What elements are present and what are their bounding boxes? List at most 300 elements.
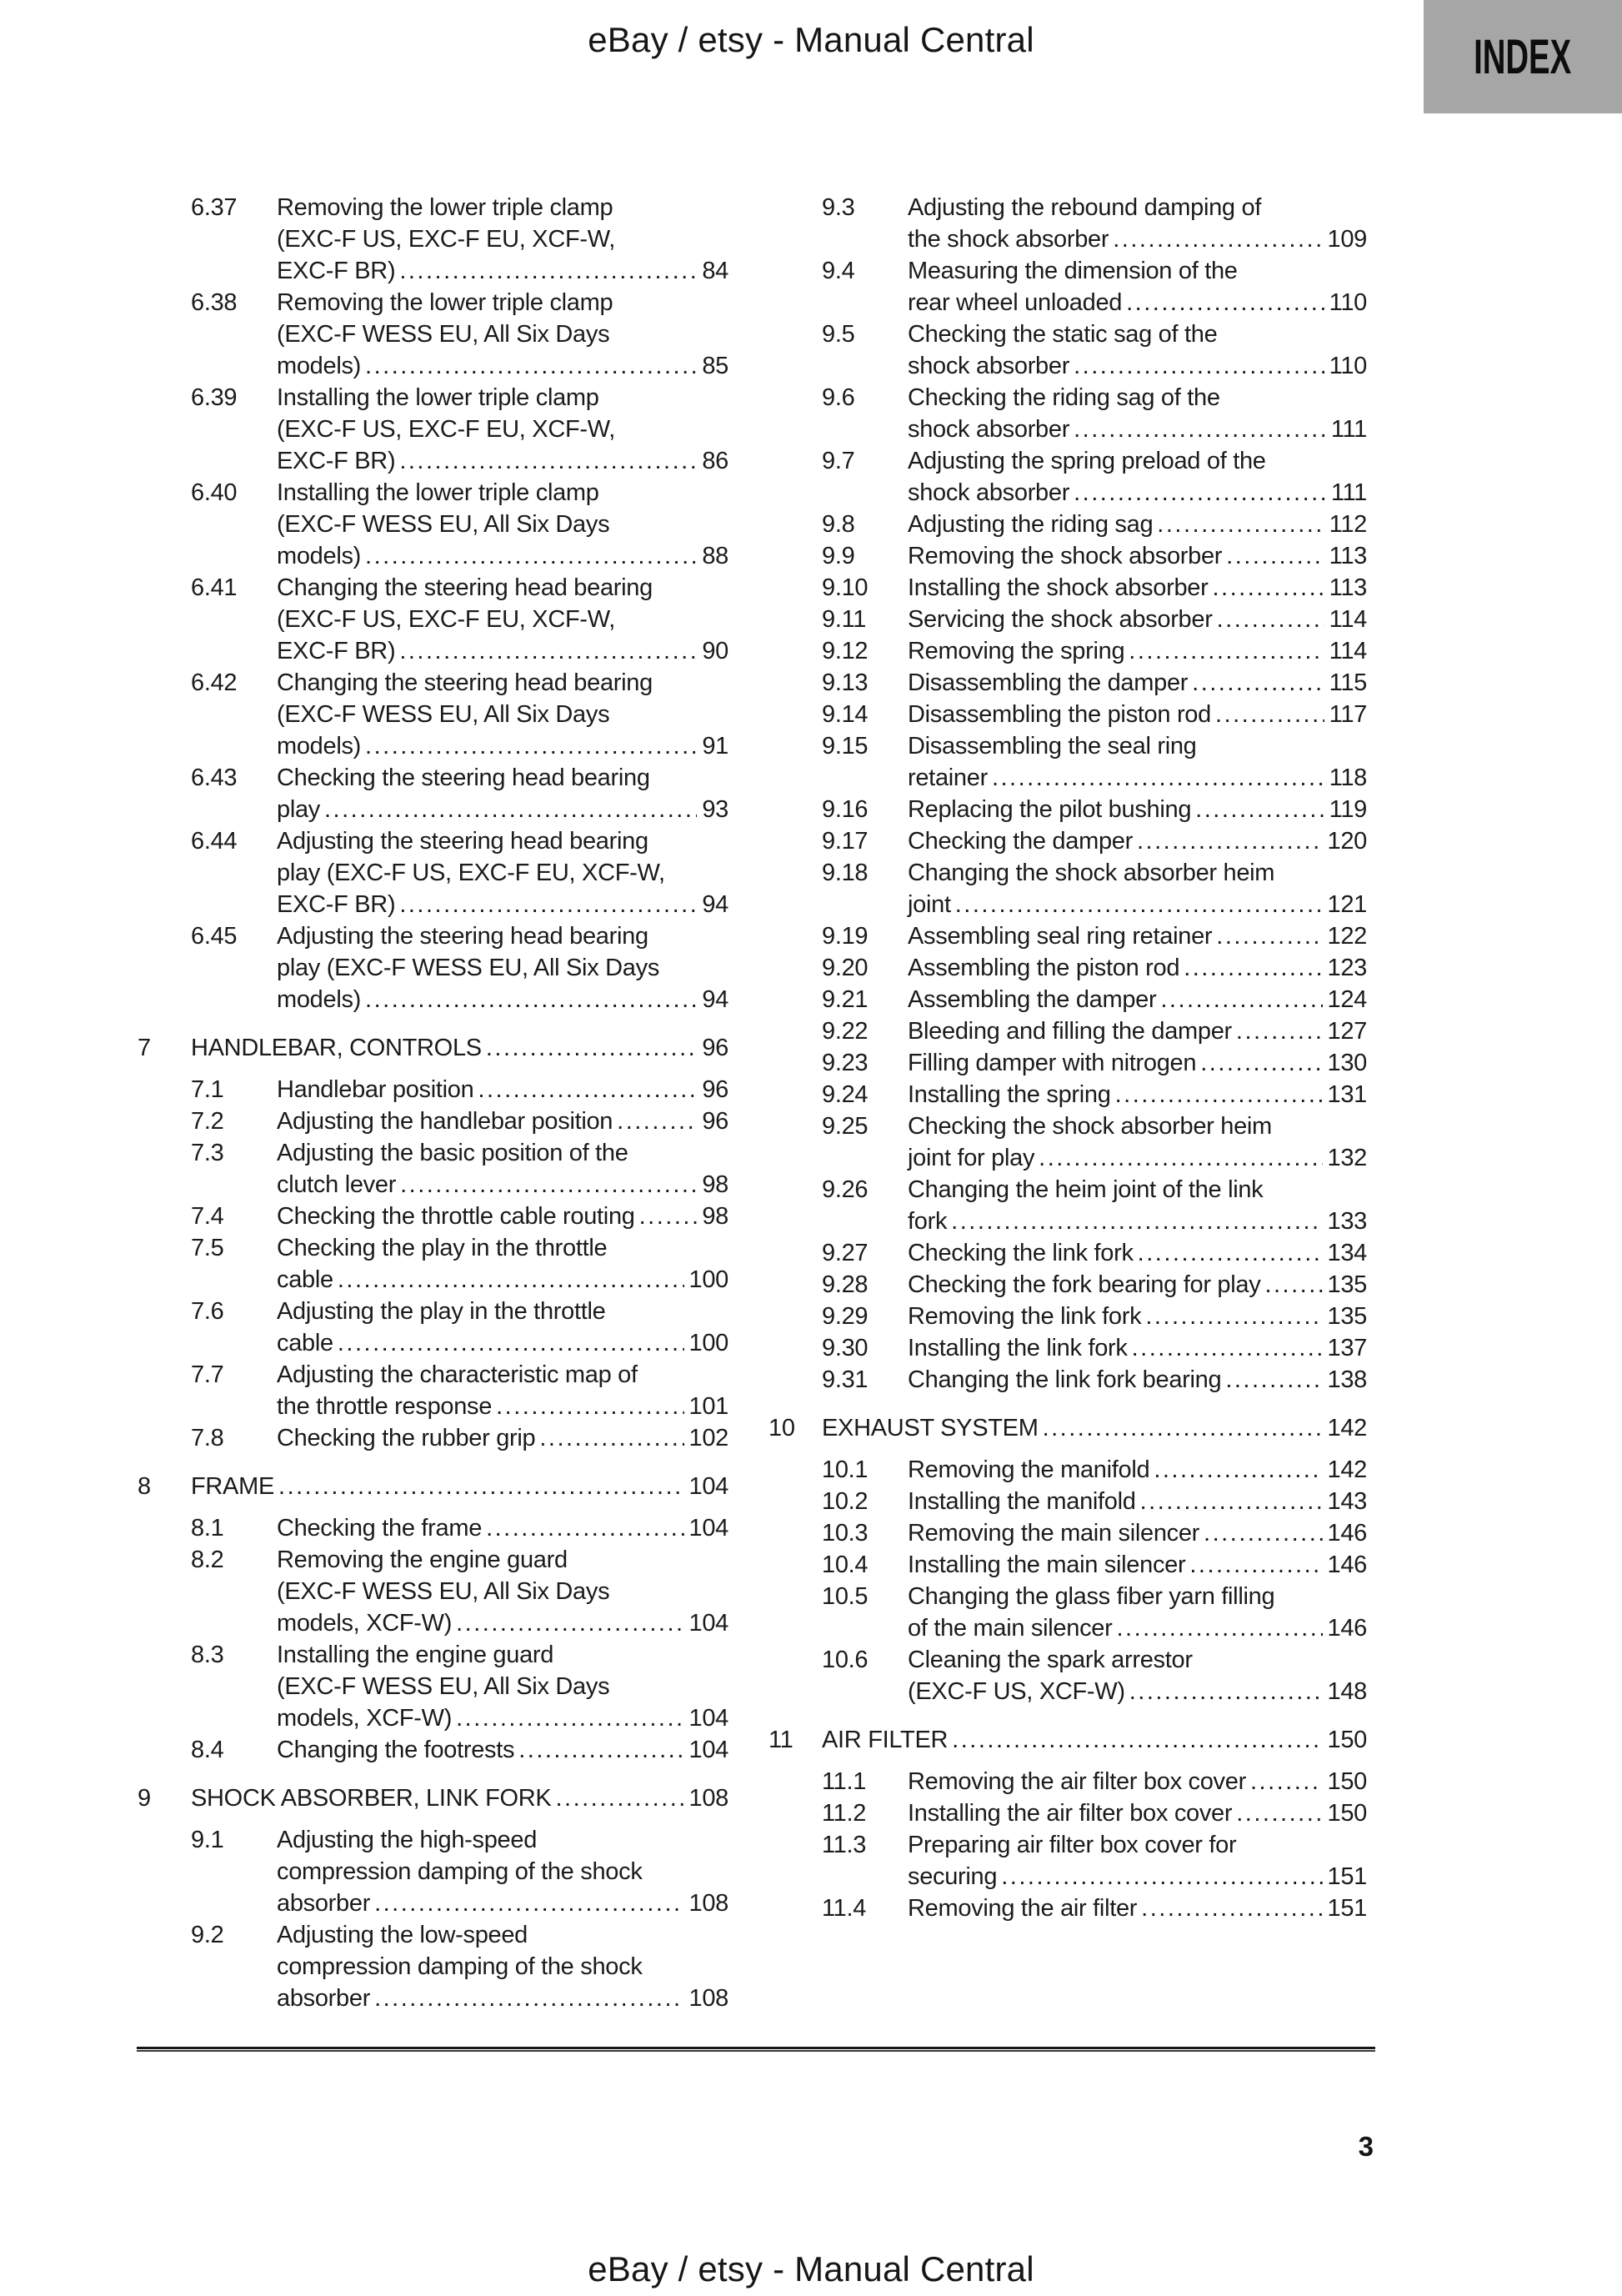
entry-number: 9.25 — [822, 1113, 869, 1140]
toc-section-entry — [768, 318, 1367, 382]
entry-title-last-line — [908, 350, 1367, 382]
entry-title — [908, 984, 1367, 1015]
dot-leader — [1192, 667, 1324, 699]
entry-title-last-line — [908, 1301, 1367, 1332]
entry-title — [277, 1201, 728, 1232]
entry-number: 11.3 — [822, 1832, 867, 1858]
entry-title — [908, 604, 1367, 635]
entry-title-last-line — [277, 1105, 728, 1137]
entry-number: 9.17 — [822, 828, 869, 855]
entry-title — [277, 1074, 728, 1105]
entry-title — [908, 1644, 1367, 1707]
entry-title-line: Disassembling the seal ring — [908, 733, 1197, 759]
toc-section-entry — [768, 1237, 1367, 1269]
dot-leader — [365, 984, 697, 1015]
entry-number: 9.6 — [822, 384, 855, 411]
entry-number: 7.3 — [191, 1140, 224, 1166]
entry-title-line: joint for play — [908, 1145, 1035, 1171]
entry-title — [908, 699, 1367, 730]
entry-title — [908, 1892, 1367, 1924]
entry-title-last-line — [277, 1327, 728, 1359]
entry-title-line: Handlebar position — [277, 1076, 474, 1103]
entry-title — [908, 1332, 1367, 1364]
entry-page-number: 119 — [1329, 796, 1367, 823]
toc-section-entry — [138, 1074, 728, 1105]
entry-title-line: retainer — [908, 764, 988, 791]
entry-title — [277, 1544, 728, 1639]
entry-title-line: Removing the lower triple clamp — [277, 289, 613, 316]
dot-leader — [1154, 1454, 1322, 1486]
entry-title-last-line — [908, 1206, 1367, 1237]
entry-title-line: Assembling the damper — [908, 986, 1157, 1013]
entry-title — [908, 1237, 1367, 1269]
toc-section-entry — [138, 920, 728, 1015]
dot-leader — [951, 1206, 1322, 1237]
page-number: 3 — [1358, 2131, 1374, 2162]
toc-section-entry — [138, 1734, 728, 1766]
toc-section-entry — [138, 572, 728, 667]
entry-title-line: Replacing the pilot bushing — [908, 796, 1192, 823]
entry-page-number: 146 — [1327, 1552, 1367, 1578]
entry-page-number: 150 — [1327, 1727, 1367, 1753]
entry-page-number: 151 — [1327, 1895, 1367, 1922]
dot-leader — [1126, 287, 1324, 318]
entry-title-line: Adjusting the rebound damping of — [908, 194, 1262, 221]
entry-title — [908, 794, 1367, 825]
entry-title — [908, 635, 1367, 667]
entry-title-line: Removing the main silencer — [908, 1520, 1200, 1547]
entry-title-line: Cleaning the spark arrestor — [908, 1647, 1193, 1673]
entry-title-last-line — [908, 1454, 1367, 1486]
dot-leader — [456, 1607, 683, 1639]
header-title: eBay / etsy - Manual Central — [588, 20, 1034, 59]
entry-number: 9.28 — [822, 1271, 869, 1298]
dot-leader — [1138, 1237, 1323, 1269]
entry-title-line: securing — [908, 1863, 998, 1890]
entry-number: 9.20 — [822, 955, 869, 981]
entry-title-line: Checking the link fork — [908, 1240, 1134, 1266]
entry-title-line: compression damping of the shock — [277, 1953, 643, 1980]
entry-number: 7 — [138, 1035, 151, 1061]
entry-page-number: 115 — [1329, 669, 1367, 696]
entry-number: 9.27 — [822, 1240, 869, 1266]
dot-leader — [1001, 1861, 1322, 1892]
entry-title-line: EXC-F BR) — [277, 891, 396, 918]
entry-title-line: absorber — [277, 1985, 371, 2012]
entry-page-number: 121 — [1327, 891, 1367, 918]
dot-leader — [1074, 414, 1326, 445]
entry-title-line: Installing the manifold — [908, 1488, 1136, 1515]
entry-title-line: Adjusting the steering head bearing — [277, 923, 648, 950]
toc-section-entry — [768, 1797, 1367, 1829]
entry-title-line: Removing the air filter — [908, 1895, 1138, 1922]
entry-number: 9.19 — [822, 923, 869, 950]
entry-title-last-line — [277, 1169, 728, 1201]
toc-section-entry — [768, 730, 1367, 794]
entry-page-number: 85 — [702, 353, 728, 379]
entry-title-line: Changing the glass fiber yarn filling — [908, 1583, 1275, 1610]
entry-title — [277, 382, 728, 477]
toc-chapter-entry — [138, 1782, 728, 1814]
dot-leader — [1129, 635, 1324, 667]
footer-title: eBay / etsy - Manual Central — [588, 2249, 1034, 2288]
toc-section-entry — [768, 1644, 1367, 1707]
dot-leader — [1189, 1549, 1322, 1581]
toc-section-entry — [768, 1079, 1367, 1110]
entry-page-number: 143 — [1327, 1488, 1367, 1515]
toc-section-entry — [768, 952, 1367, 984]
entry-page-number: 113 — [1329, 574, 1367, 601]
dot-leader — [399, 889, 697, 920]
entry-title-line: Installing the engine guard — [277, 1642, 554, 1668]
dot-leader — [486, 1032, 698, 1064]
entry-number: 9.11 — [822, 606, 867, 633]
entry-number: 9.10 — [822, 574, 869, 601]
entry-title-line: Installing the air filter box cover — [908, 1800, 1233, 1827]
entry-title-line: Bleeding and filling the damper — [908, 1018, 1232, 1045]
entry-title-line: (EXC-F US, XCF-W) — [908, 1678, 1125, 1705]
toc-section-entry — [768, 1486, 1367, 1517]
entry-page-number: 117 — [1329, 701, 1367, 728]
entry-title-line: Changing the heim joint of the link — [908, 1176, 1264, 1203]
toc-section-entry — [138, 1105, 728, 1137]
dot-leader — [1140, 1486, 1323, 1517]
entry-page-number: 90 — [702, 638, 728, 664]
entry-title-line: (EXC-F US, EXC-F EU, XCF-W, — [277, 226, 615, 253]
toc-section-entry — [768, 794, 1367, 825]
entry-title-last-line — [277, 730, 728, 762]
entry-number: 7.8 — [191, 1425, 224, 1451]
entry-title — [908, 952, 1367, 984]
entry-page-number: 108 — [688, 1985, 728, 2012]
dot-leader — [1043, 1412, 1323, 1444]
entry-title-last-line — [277, 1887, 728, 1919]
entry-title-last-line — [908, 699, 1367, 730]
dot-leader — [617, 1105, 697, 1137]
entry-title-last-line — [277, 1201, 728, 1232]
entry-title-line: Removing the spring — [908, 638, 1125, 664]
entry-title — [908, 509, 1367, 540]
toc-section-entry — [768, 1829, 1367, 1892]
entry-number: 6.37 — [191, 194, 238, 221]
entry-number: 10.2 — [822, 1488, 869, 1515]
entry-number: 7.2 — [191, 1108, 224, 1135]
entry-title — [908, 1766, 1367, 1797]
dot-leader — [1236, 1797, 1322, 1829]
index-tab — [1424, 0, 1622, 113]
entry-page-number: 132 — [1327, 1145, 1367, 1171]
entry-page-number: 88 — [702, 543, 728, 569]
entry-title-line: Removing the engine guard — [277, 1547, 568, 1573]
entry-title-line: Adjusting the steering head bearing — [277, 828, 648, 855]
dot-leader — [399, 445, 697, 477]
dot-leader — [1184, 952, 1322, 984]
entry-title-line: models) — [277, 733, 362, 759]
entry-title-line: Checking the damper — [908, 828, 1133, 855]
entry-title-line: of the main silencer — [908, 1615, 1113, 1642]
toc-section-entry — [138, 1232, 728, 1296]
toc-section-entry — [138, 825, 728, 920]
entry-title — [277, 572, 728, 667]
entry-page-number: 150 — [1327, 1800, 1367, 1827]
entry-title-line: Adjusting the basic position of the — [277, 1140, 628, 1166]
entry-number: 10.6 — [822, 1647, 869, 1673]
entry-title-last-line — [908, 1332, 1367, 1364]
dot-leader — [1137, 825, 1323, 857]
entry-title — [908, 1797, 1367, 1829]
dot-leader — [1215, 699, 1324, 730]
entry-title — [908, 920, 1367, 952]
entry-title-line: Checking the riding sag of the — [908, 384, 1220, 411]
entry-title-line: Preparing air filter box cover for — [908, 1832, 1237, 1858]
dot-leader — [324, 794, 697, 825]
toc-section-entry — [768, 1047, 1367, 1079]
toc-chapter-entry — [768, 1412, 1367, 1444]
entry-number: 10.5 — [822, 1583, 869, 1610]
entry-title-last-line — [277, 1512, 728, 1544]
entry-title-last-line — [908, 889, 1367, 920]
entry-title — [908, 730, 1367, 794]
dot-leader — [365, 350, 697, 382]
entry-title — [908, 1079, 1367, 1110]
dot-leader — [1217, 604, 1324, 635]
toc-section-entry — [768, 1892, 1367, 1924]
entry-page-number: 96 — [702, 1108, 728, 1135]
entry-title-line: Disassembling the damper — [908, 669, 1189, 696]
entry-title — [822, 1724, 1367, 1756]
dot-leader — [399, 635, 697, 667]
dot-leader — [1195, 794, 1324, 825]
entry-number: 10 — [768, 1415, 795, 1441]
entry-page-number: 138 — [1327, 1366, 1367, 1393]
entry-page-number: 123 — [1327, 955, 1367, 981]
entry-title-line: (EXC-F WESS EU, All Six Days — [277, 1673, 610, 1700]
entry-title-line: cable — [277, 1330, 333, 1356]
entry-title-last-line — [908, 1892, 1367, 1924]
entry-title-last-line — [277, 889, 728, 920]
entry-title-line: Adjusting the high-speed — [277, 1827, 538, 1853]
entry-title-line: (EXC-F WESS EU, All Six Days — [277, 321, 610, 348]
entry-title-last-line — [908, 825, 1367, 857]
entry-title-last-line — [277, 1264, 728, 1296]
entry-title-line: Filling damper with nitrogen — [908, 1050, 1197, 1076]
dot-leader — [1226, 540, 1324, 572]
toc-section-entry — [138, 1296, 728, 1359]
entry-title-line: Adjusting the characteristic map of — [277, 1361, 638, 1388]
entry-title-last-line — [908, 1612, 1367, 1644]
entry-title-line: compression damping of the shock — [277, 1858, 643, 1885]
dot-leader — [374, 1983, 683, 2014]
entry-number: 10.3 — [822, 1520, 869, 1547]
entry-page-number: 113 — [1329, 543, 1367, 569]
entry-title-line: Removing the manifold — [908, 1456, 1150, 1483]
toc-section-entry — [768, 255, 1367, 318]
dot-leader — [1074, 477, 1326, 509]
dot-leader — [952, 1724, 1322, 1756]
entry-title-last-line — [277, 984, 728, 1015]
entry-page-number: 104 — [688, 1473, 728, 1500]
entry-title-line: Disassembling the piston rod — [908, 701, 1211, 728]
entry-title-last-line — [191, 1782, 728, 1814]
entry-title-line: Changing the steering head bearing — [277, 574, 653, 601]
entry-title-line: Removing the link fork — [908, 1303, 1142, 1330]
dot-leader — [338, 1264, 684, 1296]
dot-leader — [1113, 223, 1322, 255]
dot-leader — [365, 540, 697, 572]
entry-title-line: shock absorber — [908, 353, 1070, 379]
entry-page-number: 111 — [1330, 416, 1367, 443]
entry-page-number: 91 — [702, 733, 728, 759]
entry-number: 9.7 — [822, 448, 855, 474]
entry-title-line: Installing the shock absorber — [908, 574, 1209, 601]
entry-title-line: (EXC-F WESS EU, All Six Days — [277, 701, 610, 728]
toc-section-entry — [138, 382, 728, 477]
entry-title — [908, 1486, 1367, 1517]
entry-title — [908, 445, 1367, 509]
entry-title-line: Checking the static sag of the — [908, 321, 1218, 348]
toc-section-entry — [768, 509, 1367, 540]
entry-title — [277, 1824, 728, 1919]
entry-number: 11 — [768, 1727, 793, 1753]
toc-section-entry — [138, 192, 728, 287]
entry-title — [908, 1454, 1367, 1486]
entry-title-last-line — [277, 794, 728, 825]
entry-number: 9.12 — [822, 638, 869, 664]
entry-title-line: models, XCF-W) — [277, 1705, 453, 1732]
entry-title-last-line — [908, 1237, 1367, 1269]
entry-title-line: Assembling seal ring retainer — [908, 923, 1213, 950]
entry-number: 9.14 — [822, 701, 869, 728]
entry-title-line: the throttle response — [277, 1393, 493, 1420]
toc-section-entry — [768, 825, 1367, 857]
entry-title-line: Changing the footrests — [277, 1737, 515, 1763]
entry-title-last-line — [277, 1391, 728, 1422]
entry-number: 9.16 — [822, 796, 869, 823]
entry-title-line: clutch lever — [277, 1171, 397, 1198]
entry-title-line: Installing the main silencer — [908, 1552, 1186, 1578]
toc-chapter-entry — [138, 1032, 728, 1064]
entry-number: 8.2 — [191, 1547, 224, 1573]
entry-title-last-line — [822, 1724, 1367, 1756]
entry-title-line: Servicing the shock absorber — [908, 606, 1213, 633]
toc-section-entry — [138, 762, 728, 825]
toc-section-entry — [768, 192, 1367, 255]
dot-leader — [1216, 920, 1322, 952]
entry-number: 9.18 — [822, 860, 869, 886]
dot-leader — [555, 1782, 683, 1814]
entry-page-number: 150 — [1327, 1768, 1367, 1795]
toc-section-entry — [768, 1454, 1367, 1486]
entry-title — [908, 318, 1367, 382]
toc-section-entry — [138, 1919, 728, 2014]
dot-leader — [955, 889, 1323, 920]
dot-leader — [1074, 350, 1324, 382]
dot-leader — [1115, 1079, 1323, 1110]
entry-number: 7.7 — [191, 1361, 224, 1388]
entry-title — [277, 1512, 728, 1544]
toc-section-entry — [768, 1581, 1367, 1644]
entry-title-line: Checking the fork bearing for play — [908, 1271, 1261, 1298]
entry-number: 7.1 — [191, 1076, 224, 1103]
entry-number: 9.22 — [822, 1018, 869, 1045]
entry-number: 9.26 — [822, 1176, 869, 1203]
toc-section-entry — [138, 667, 728, 762]
entry-title-line: EXC-F BR) — [277, 638, 396, 664]
entry-title — [277, 825, 728, 920]
toc-section-entry — [768, 382, 1367, 445]
dot-leader — [374, 1887, 683, 1919]
entry-title-last-line — [908, 762, 1367, 794]
toc-section-entry — [768, 1110, 1367, 1174]
entry-title-line: models) — [277, 543, 362, 569]
entry-title — [908, 382, 1367, 445]
entry-title-last-line — [277, 635, 728, 667]
entry-title-last-line — [908, 1364, 1367, 1396]
toc-section-entry — [768, 1174, 1367, 1237]
entry-title-line: models) — [277, 986, 362, 1013]
dot-leader — [1141, 1892, 1322, 1924]
toc-section-entry — [768, 920, 1367, 952]
entry-title-line: AIR FILTER — [822, 1727, 949, 1753]
entry-number: 9.30 — [822, 1335, 869, 1361]
entry-title-last-line — [908, 223, 1367, 255]
entry-page-number: 131 — [1327, 1081, 1367, 1108]
entry-title-last-line — [908, 984, 1367, 1015]
entry-title — [277, 1296, 728, 1359]
toc-section-entry — [768, 699, 1367, 730]
entry-title-last-line — [908, 1549, 1367, 1581]
entry-title — [277, 1919, 728, 2014]
entry-number: 11.4 — [822, 1895, 867, 1922]
entry-title — [277, 192, 728, 287]
toc-chapter-entry — [768, 1724, 1367, 1756]
entry-title-last-line — [822, 1412, 1367, 1444]
entry-page-number: 94 — [702, 986, 728, 1013]
entry-title-last-line — [908, 414, 1367, 445]
toc-section-entry — [138, 1422, 728, 1454]
dot-leader — [1212, 572, 1324, 604]
entry-page-number: 98 — [702, 1171, 728, 1198]
entry-title — [908, 540, 1367, 572]
entry-title — [908, 1364, 1367, 1396]
entry-page-number: 124 — [1327, 986, 1367, 1013]
dot-leader — [478, 1074, 697, 1105]
entry-title-last-line — [191, 1471, 728, 1502]
dot-leader — [639, 1201, 698, 1232]
entry-title-line: (EXC-F WESS EU, All Six Days — [277, 1578, 610, 1605]
entry-title-line: (EXC-F WESS EU, All Six Days — [277, 511, 610, 538]
entry-number: 9.21 — [822, 986, 869, 1013]
entry-title — [908, 1517, 1367, 1549]
dot-leader — [278, 1471, 683, 1502]
toc-chapter-entry — [138, 1471, 728, 1502]
entry-number: 8.1 — [191, 1515, 224, 1542]
dot-leader — [486, 1512, 683, 1544]
entry-title-last-line — [908, 572, 1367, 604]
entry-number: 9.29 — [822, 1303, 869, 1330]
entry-title — [908, 1174, 1367, 1237]
toc-section-entry — [768, 1301, 1367, 1332]
entry-number: 9.1 — [191, 1827, 224, 1853]
entry-title — [277, 1105, 728, 1137]
entry-title — [277, 1639, 728, 1734]
dot-leader — [1039, 1142, 1322, 1174]
entry-title-last-line — [908, 1766, 1367, 1797]
entry-title — [277, 667, 728, 762]
entry-number: 9.13 — [822, 669, 869, 696]
entry-title-line: Changing the link fork bearing — [908, 1366, 1222, 1393]
entry-page-number: 118 — [1329, 764, 1367, 791]
